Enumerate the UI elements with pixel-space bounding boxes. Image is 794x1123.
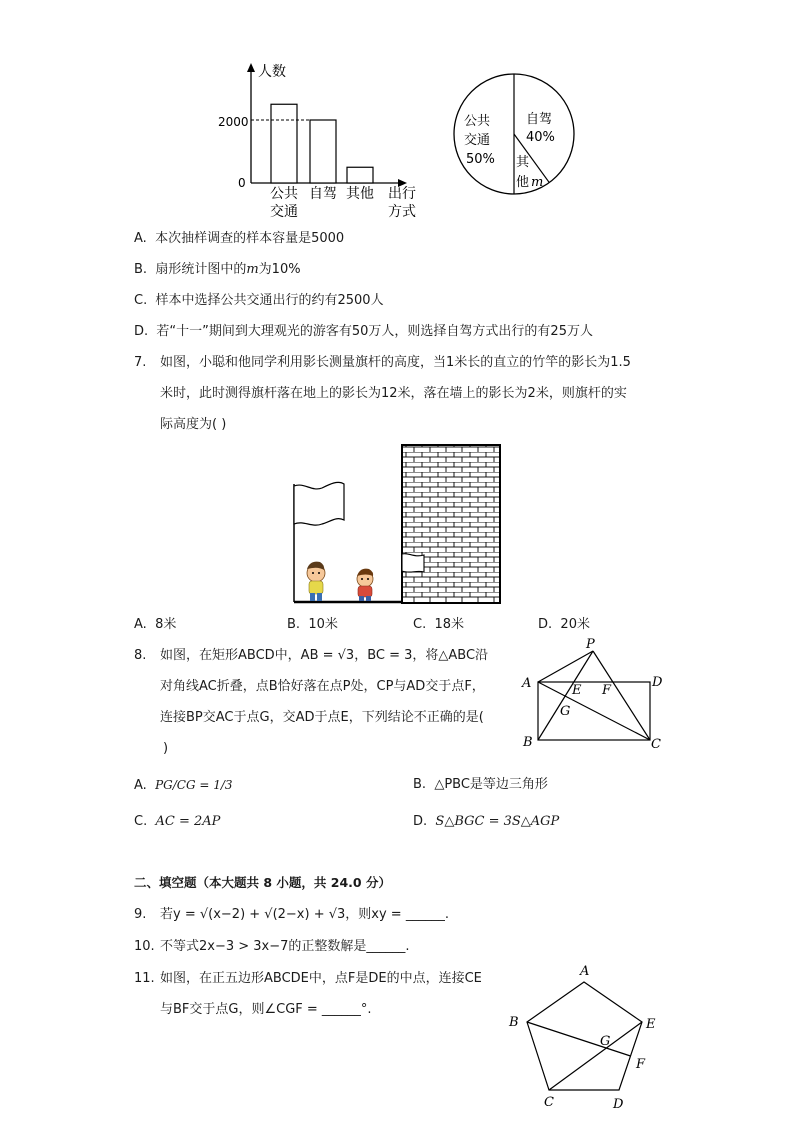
x-axis-label-line1: 出行 <box>388 186 416 202</box>
section-heading: 二、填空题（本大题共 8 小题，共 24.0 分） <box>134 875 391 890</box>
bar-公共交通 <box>271 104 297 183</box>
pentagon-abcde <box>527 982 642 1090</box>
q8-text-line1: 如图，在矩形ABCD中，AB = √3，BC = 3，将△ABC沿 <box>160 648 489 663</box>
x-axis-label-line2: 方式 <box>388 204 416 220</box>
q7-figure <box>290 442 505 607</box>
label-a: A <box>522 676 532 691</box>
pie-label-other-1: 其 <box>516 155 530 170</box>
bar-chart <box>214 58 434 223</box>
segment-bp <box>538 651 593 740</box>
q6-option-a[interactable]: A. 本次抽样调查的样本容量是5000 <box>134 231 345 246</box>
q7-option-d[interactable]: D. 20米 <box>538 617 590 632</box>
q8-option-c[interactable]: C. AC = 2AP <box>134 814 221 829</box>
q6-option-c[interactable]: C. 样本中选择公共交通出行的约有2500人 <box>134 293 384 308</box>
q11-figure <box>502 960 672 1115</box>
y-axis-arrow <box>247 63 255 72</box>
segment-bf <box>527 1022 631 1056</box>
label-e: E <box>646 1017 656 1032</box>
segment-ap <box>538 651 593 682</box>
y-axis-label: 人数 <box>258 64 286 80</box>
pie-label-other-var: m <box>531 175 544 190</box>
q8-text-line2: 对角线AC折叠，点B恰好落在点P处，CP与AD交于点F， <box>160 679 485 694</box>
child-2-icon <box>357 569 373 601</box>
q6-option-d[interactable]: D. 若“十一”期间到大理观光的游客有50万人，则选择自驾方式出行的有25万人 <box>134 324 593 339</box>
q7-number: 7. <box>134 355 147 370</box>
flag-shadow-on-wall <box>402 554 424 573</box>
q11-text-line2: 与BF交于点G，则∠CGF = ______°. <box>160 1002 372 1017</box>
q7-text-line2: 米时，此时测得旗杆落在地上的影长为12米，落在墙上的影长为2米，则旗杆的实 <box>160 386 627 401</box>
q7-text-line3: 际高度为( ) <box>160 417 227 432</box>
label-a: A <box>580 964 590 979</box>
q9-text: 若y = √(x−2) + √(2−x) + √3，则xy = ______. <box>160 907 449 922</box>
q11-text-line1: 如图，在正五边形ABCDE中，点F是DE的中点，连接CE <box>160 971 482 986</box>
q8-option-d[interactable]: D. S△BGC = 3S△AGP <box>413 814 560 829</box>
flag <box>294 482 344 525</box>
q7-option-b[interactable]: B. 10米 <box>287 617 338 632</box>
q10-number: 10. <box>134 939 155 954</box>
y-tick-2000: 2000 <box>218 115 249 129</box>
bar-自驾 <box>310 120 336 183</box>
label-g: G <box>600 1034 611 1049</box>
q8-option-b[interactable]: B. △PBC是等边三角形 <box>413 777 548 792</box>
label-d: D <box>613 1097 624 1112</box>
label-d: D <box>652 675 663 690</box>
label-f: F <box>602 683 612 698</box>
brick-wall <box>402 445 500 603</box>
q11-number: 11. <box>134 971 155 986</box>
child-1-icon <box>307 562 325 601</box>
bar-category-label: 交通 <box>270 204 298 220</box>
pie-chart <box>450 70 590 210</box>
bar-其他 <box>347 167 373 183</box>
label-b: B <box>509 1015 519 1030</box>
bar-category-label: 公共 <box>270 186 298 202</box>
label-f: F <box>636 1057 646 1072</box>
origin-label: 0 <box>238 176 246 190</box>
label-p: P <box>586 637 595 652</box>
label-c: C <box>651 737 661 752</box>
segment-ce <box>549 1022 642 1090</box>
label-g: G <box>560 704 571 719</box>
pie-label-self: 自驾 <box>526 112 553 127</box>
q8-figure <box>518 636 668 754</box>
q7-option-a[interactable]: A. 8米 <box>134 617 177 632</box>
pie-label-public-2: 交通 <box>464 133 491 148</box>
pie-label-other-2: 他 <box>516 175 530 190</box>
q8-number: 8. <box>134 648 147 663</box>
pie-label-self-pct: 40% <box>526 130 555 145</box>
q8-text-line4: ) <box>163 741 169 756</box>
q9-number: 9. <box>134 907 147 922</box>
pie-label-public-1: 公共 <box>464 114 491 129</box>
q7-option-c[interactable]: C. 18米 <box>413 617 465 632</box>
q6-option-b[interactable]: B. 扇形统计图中的m为10% <box>134 262 301 277</box>
label-e: E <box>572 683 582 698</box>
label-c: C <box>544 1095 554 1110</box>
q8-option-a[interactable]: A. PG/CG = 1/3 <box>134 778 233 793</box>
bar-category-label: 其他 <box>346 186 374 202</box>
q7-text-line1: 如图，小聪和他同学利用影长测量旗杆的高度，当1米长的直立的竹竿的影长为1.5 <box>160 355 631 370</box>
label-b: B <box>523 735 533 750</box>
bar-category-label: 自驾 <box>309 186 337 202</box>
segment-ac <box>538 682 650 740</box>
q8-text-line3: 连接BP交AC于点G，交AD于点E，下列结论不正确的是( <box>160 710 484 725</box>
pie-label-public-pct: 50% <box>466 152 495 167</box>
q10-text: 不等式2x−3 > 3x−7的正整数解是______. <box>160 939 410 954</box>
